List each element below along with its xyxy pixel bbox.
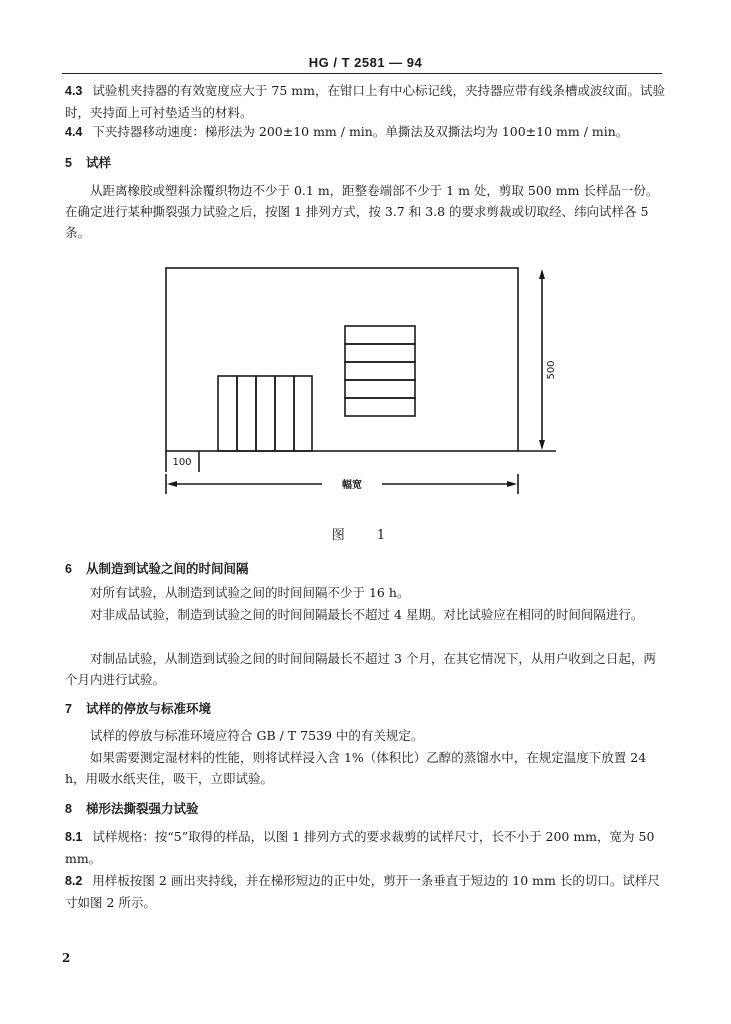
clause-text: 试样规格：按“5”取得的样品，以图 1 排列方式的要求裁剪的试样尺寸，长不小于 200 mm，宽为 50 mm。 bbox=[65, 829, 655, 866]
dim-500-label: 500 bbox=[546, 360, 557, 380]
warp-strip bbox=[256, 376, 275, 451]
section-7-heading bbox=[65, 699, 211, 717]
clause-text: 试验机夹持器的有效宽度应大于 75 mm，在钳口上有中心标记线，夹持器应带有线条槽或波纹面。试验时，夹持面上可衬垫适当的材料。 bbox=[65, 83, 665, 120]
section-8-heading bbox=[65, 799, 198, 817]
clause-8-1 bbox=[65, 826, 665, 869]
section-title: 从制造到试验之间的时间间隔 bbox=[85, 561, 249, 576]
clause-number: 8.2 bbox=[65, 874, 83, 888]
header-rule bbox=[62, 73, 662, 74]
clause-number: 4.3 bbox=[65, 84, 83, 98]
section-6-heading bbox=[65, 559, 248, 577]
warp-strip bbox=[294, 376, 312, 451]
clause-text: 用样板按图 2 画出夹持线，并在梯形短边的正中处，剪开一条垂直于短边的 10 mm 长的切口。试样尺寸如图 2 所示。 bbox=[65, 873, 660, 910]
clause-4-4 bbox=[65, 121, 665, 143]
section-number: 8 bbox=[65, 802, 72, 816]
figure-caption: 图 1 bbox=[331, 528, 400, 543]
section-6-para-1: 对所有试验，从制造到试验之间的时间间隔不少于 16 h。 bbox=[90, 585, 410, 600]
weft-strip bbox=[345, 362, 415, 380]
clause-number: 4.4 bbox=[65, 125, 83, 139]
weft-strip bbox=[345, 398, 415, 416]
page-number: 2 bbox=[62, 951, 71, 965]
section-5-heading bbox=[65, 153, 111, 171]
warp-strip bbox=[218, 376, 237, 451]
page-header: HG / T 2581 — 94 bbox=[308, 55, 423, 70]
section-number: 5 bbox=[65, 156, 72, 170]
section-number: 7 bbox=[65, 702, 72, 716]
weft-strip bbox=[345, 380, 415, 398]
section-number: 6 bbox=[65, 562, 72, 576]
arrowhead bbox=[539, 440, 545, 450]
section-title: 试样 bbox=[85, 155, 111, 170]
section-title: 试样的停放与标准环境 bbox=[85, 701, 211, 716]
section-7-para-1: 试样的停放与标准环境应符合 GB / T 7539 中的有关规定。 bbox=[90, 728, 424, 743]
weft-strip bbox=[345, 326, 415, 344]
clause-number: 8.1 bbox=[65, 830, 83, 844]
section-6-para-3: 对制品试验，从制造到试验之间的时间间隔最长不超过 3 个月，在其它情况下，从用户收到之日起，两个月内进行试验。 bbox=[65, 651, 656, 687]
clause-4-3 bbox=[65, 80, 665, 123]
section-5-body: 从距离橡胶或塑料涂覆织物边不少于 0.1 m，距整卷端部不少于 1 m 处，剪取 500 mm 长样品一份。在确定进行某种撕裂强力试验之后，按图 1 排列方式，按 3.7 和 3.8 的要求剪裁或切取经、纬向试样各 5 条。 bbox=[65, 183, 659, 240]
warp-strip bbox=[275, 376, 294, 451]
warp-strip bbox=[237, 376, 256, 451]
arrowhead bbox=[507, 481, 517, 487]
section-7-para-2: 如果需要测定湿材料的性能，则将试样浸入含 1%（体积比）乙醇的蒸馏水中，在规定温度下放置 24 h，用吸水纸夹住，吸干，立即试验。 bbox=[65, 750, 647, 786]
section-title: 梯形法撕裂强力试验 bbox=[85, 801, 199, 816]
dim-100-label: 100 bbox=[172, 457, 192, 468]
weft-strip bbox=[345, 344, 415, 362]
arrowhead bbox=[167, 481, 177, 487]
section-6-para-2: 对非成品试验，制造到试验之间的时间间隔最长不超过 4 星期。对比试验应在相同的时间间隔进行。 bbox=[90, 607, 644, 622]
arrowhead bbox=[539, 269, 545, 279]
figure-1-diagram bbox=[150, 262, 570, 502]
fabric-outline bbox=[166, 268, 518, 451]
clause-text: 下夹持器移动速度：梯形法为 200±10 mm / min。单撕法及双撕法均为 100±10 mm / min。 bbox=[92, 124, 629, 139]
clause-8-2 bbox=[65, 870, 665, 913]
width-label: 幅宽 bbox=[342, 480, 362, 491]
